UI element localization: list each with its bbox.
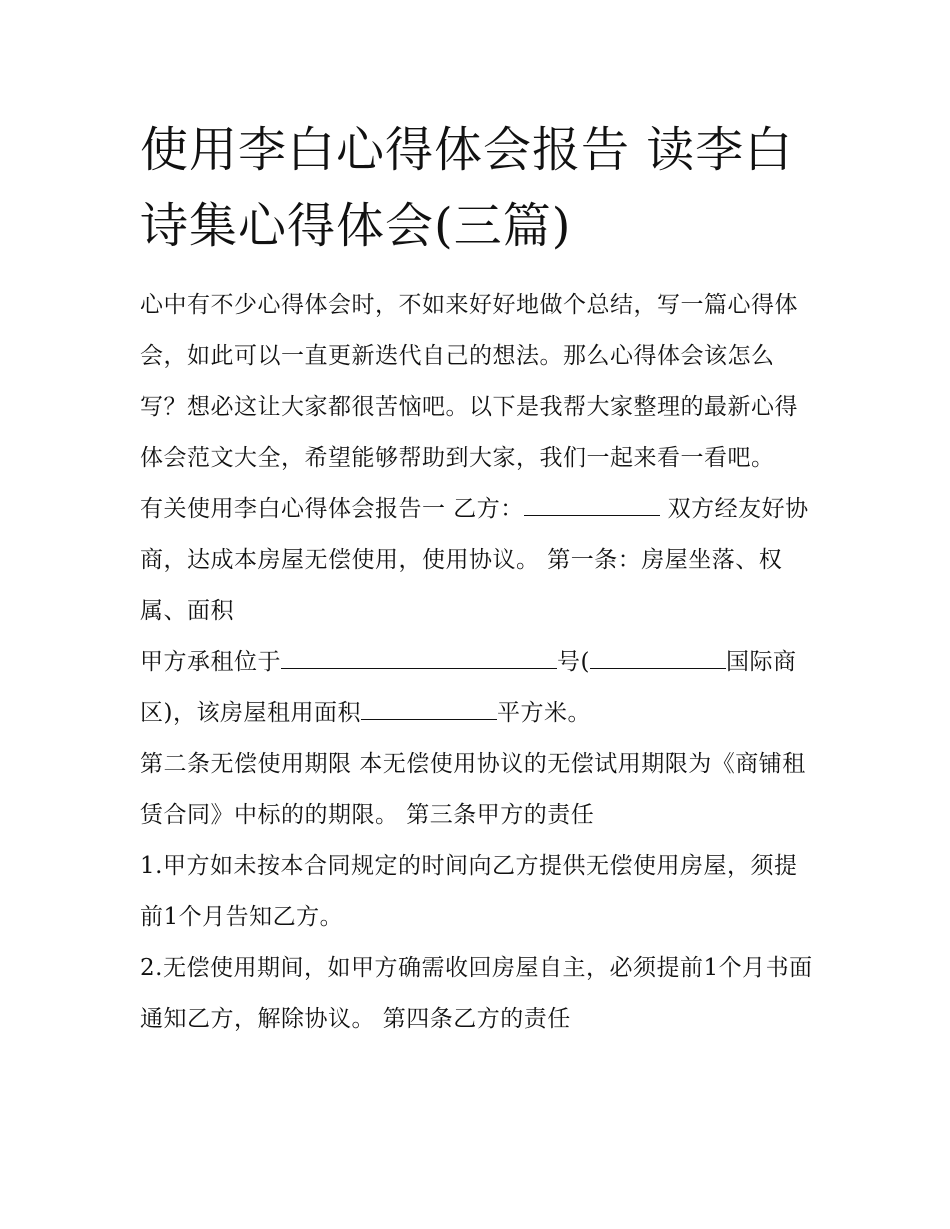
agreement-paragraph-4: 1.甲方如未按本合同规定的时间向乙方提供无偿使用房屋，须提前1个月告知乙方。 [140,853,798,930]
area-blank-line [361,696,497,720]
agreement-paragraph-3: 第二条无偿使用期限 本无偿使用协议的无偿试用期限为《商铺租赁合同》中标的的期限。 第三条甲方的责任 [140,751,806,828]
address-blank-line [281,645,557,669]
document-title: 使用李白心得体会报告 读李白诗集心得体会(三篇) [140,122,794,254]
square-meter-text: 平方米。 [496,700,591,726]
district-blank-line [590,645,726,669]
agreement-paragraph-2 [140,637,820,739]
agreement-paragraph-5: 2.无偿使用期间，如甲方确需收回房屋自主，必须提前1个月书面通知乙方，解除协议。 第四条乙方的责任 [140,955,813,1032]
party-b-label-text: 有关使用李白心得体会报告一 乙方： [140,496,524,522]
negotiation-text: 双方经友好协商，达成本房屋无偿使用，使用协议。 第一条：房屋坐落、权属、面积 [140,496,809,624]
area-text: 国际商区)，该房屋租用面积 [140,649,797,726]
intro-paragraph: 心中有不少心得体会时，不如来好好地做个总结，写一篇心得体会，如此可以一直更新迭代自己的想法。那么心得体会该怎么写？想必这让大家都很苦恼吧。以下是我帮大家整理的最新心得体会范文大全，希望能够帮助到大家，我们一起来看一看吧。 [140,292,798,471]
location-text: 甲方承租位于 [140,649,281,675]
number-text: 号( [557,649,590,675]
agreement-paragraph-1 [140,484,820,637]
party-b-blank-line [524,492,660,516]
document-body [140,112,820,1045]
